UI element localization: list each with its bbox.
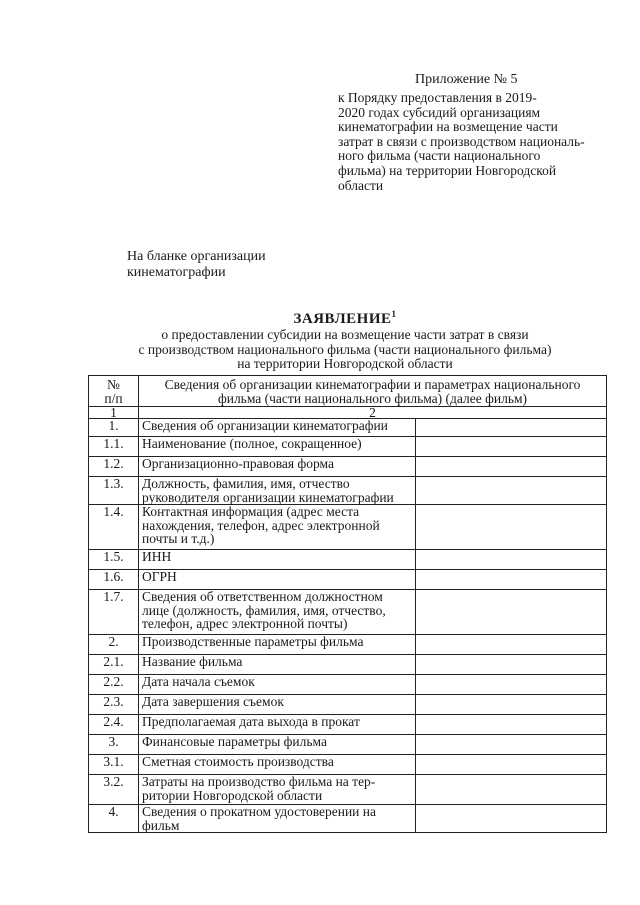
row-number: 1.5.: [89, 550, 139, 570]
row-label: Организационно-правовая форма: [139, 457, 416, 477]
header-label-cell: Сведения об организации кинематографии и параметрах национального фильма (части национального фильма) (далее фильм): [139, 376, 607, 407]
row-label: Дата начала съемок: [139, 675, 416, 695]
appendix-line: фильма) на территории Новгородской: [338, 162, 557, 178]
row-number: 1.1.: [89, 437, 139, 457]
table-row: [89, 635, 607, 655]
subtitle-line: с производством национального фильма (части национального фильма): [138, 341, 552, 357]
row-label: Дата завершения съемок: [139, 695, 416, 715]
row-number: 2.: [89, 635, 139, 655]
table-body: [89, 376, 607, 833]
row-label: Сметная стоимость производства: [139, 755, 416, 775]
table-row: [89, 437, 607, 457]
appendix-line: кинематографии на возмещение части: [338, 119, 558, 135]
row-label: Сведения о прокатном удостоверении на фильм: [139, 805, 416, 833]
row-value-field[interactable]: [416, 715, 607, 735]
document-title-text: ЗАЯВЛЕНИЕ: [293, 311, 392, 327]
row-label: Контактная информация (адрес места нахождения, телефон, адрес электронной почты и т.д.): [139, 505, 416, 550]
column-index-2: 2: [139, 407, 607, 419]
row-number: 2.3.: [89, 695, 139, 715]
table-row: [89, 755, 607, 775]
table-row: [89, 695, 607, 715]
row-label: Финансовые параметры фильма: [139, 735, 416, 755]
row-label: ОГРН: [139, 570, 416, 590]
row-number: 2.2.: [89, 675, 139, 695]
row-label: Затраты на производство фильма на тер-ритории Новгородской области: [139, 775, 416, 805]
header-num-line: п/п: [104, 390, 123, 406]
letterhead-line: На бланке организации: [127, 249, 266, 264]
row-value-field[interactable]: [416, 635, 607, 655]
row-value-field[interactable]: [416, 437, 607, 457]
row-value-field[interactable]: [416, 695, 607, 715]
row-number: 3.: [89, 735, 139, 755]
row-label: Должность, фамилия, имя, отчество руководителя организации кинематографии: [139, 477, 416, 505]
row-label: ИНН: [139, 550, 416, 570]
column-index-1: 1: [89, 407, 139, 419]
table-row: [89, 775, 607, 805]
appendix-line: затрат в связи с производством националь-: [338, 133, 585, 149]
subtitle-line: на территории Новгородской области: [237, 356, 453, 371]
row-value-field[interactable]: [416, 477, 607, 505]
row-value-field[interactable]: [416, 755, 607, 775]
row-value-field[interactable]: [416, 570, 607, 590]
row-value-field[interactable]: [416, 655, 607, 675]
row-value-field[interactable]: [416, 550, 607, 570]
row-number: 2.1.: [89, 655, 139, 675]
table-header-row: [89, 376, 607, 407]
table-row: [89, 419, 607, 437]
row-number: 1.2.: [89, 457, 139, 477]
column-index-row: [89, 407, 607, 419]
row-value-field[interactable]: [416, 735, 607, 755]
header-num-line: №: [107, 377, 120, 392]
appendix-reference: [338, 91, 608, 193]
row-number: 1.: [89, 419, 139, 437]
row-label: Наименование (полное, сокращенное): [139, 437, 416, 457]
table-row: [89, 550, 607, 570]
row-label: Сведения об ответственном должностном лице (должность, фамилия, имя, отчество, телефон, адрес электронной почты): [139, 590, 416, 635]
table-row: [89, 590, 607, 635]
row-number: 3.1.: [89, 755, 139, 775]
row-number: 1.3.: [89, 477, 139, 505]
appendix-line: ного фильма (части национального: [338, 148, 541, 164]
table-row: [89, 735, 607, 755]
row-value-field[interactable]: [416, 505, 607, 550]
letterhead-line: кинематографии: [127, 265, 226, 280]
table-row: [89, 805, 607, 833]
application-table: [88, 375, 607, 833]
row-number: 1.7.: [89, 590, 139, 635]
row-value-field[interactable]: [416, 419, 607, 437]
row-label: Сведения об организации кинематографии: [139, 419, 416, 437]
table-row: [89, 505, 607, 550]
row-value-field[interactable]: [416, 805, 607, 833]
row-value-field[interactable]: [416, 590, 607, 635]
row-value-field[interactable]: [416, 457, 607, 477]
row-label: Предполагаемая дата выхода в прокат: [139, 715, 416, 735]
table-row: [89, 570, 607, 590]
document-subtitle: [100, 328, 590, 372]
appendix-title: Приложение № 5: [415, 72, 518, 87]
row-value-field[interactable]: [416, 675, 607, 695]
table-row: [89, 457, 607, 477]
row-value-field[interactable]: [416, 775, 607, 805]
row-number: 1.4.: [89, 505, 139, 550]
appendix-line: 2020 годах субсидий организациям: [338, 104, 541, 120]
subtitle-line: о предоставлении субсидии на возмещение части затрат в связи: [161, 327, 529, 342]
document-title: [0, 309, 640, 328]
table-row: [89, 655, 607, 675]
header-num-cell: [89, 376, 139, 407]
table-row: [89, 675, 607, 695]
footnote-mark: 1: [391, 309, 397, 319]
row-number: 2.4.: [89, 715, 139, 735]
row-number: 1.6.: [89, 570, 139, 590]
row-label: Производственные параметры фильма: [139, 635, 416, 655]
row-number: 4.: [89, 805, 139, 833]
letterhead-note: [127, 249, 327, 281]
row-label: Название фильма: [139, 655, 416, 675]
appendix-line: области: [338, 177, 384, 193]
table-row: [89, 477, 607, 505]
appendix-line: к Порядку предоставления в 2019-: [338, 90, 537, 105]
table-row: [89, 715, 607, 735]
row-number: 3.2.: [89, 775, 139, 805]
